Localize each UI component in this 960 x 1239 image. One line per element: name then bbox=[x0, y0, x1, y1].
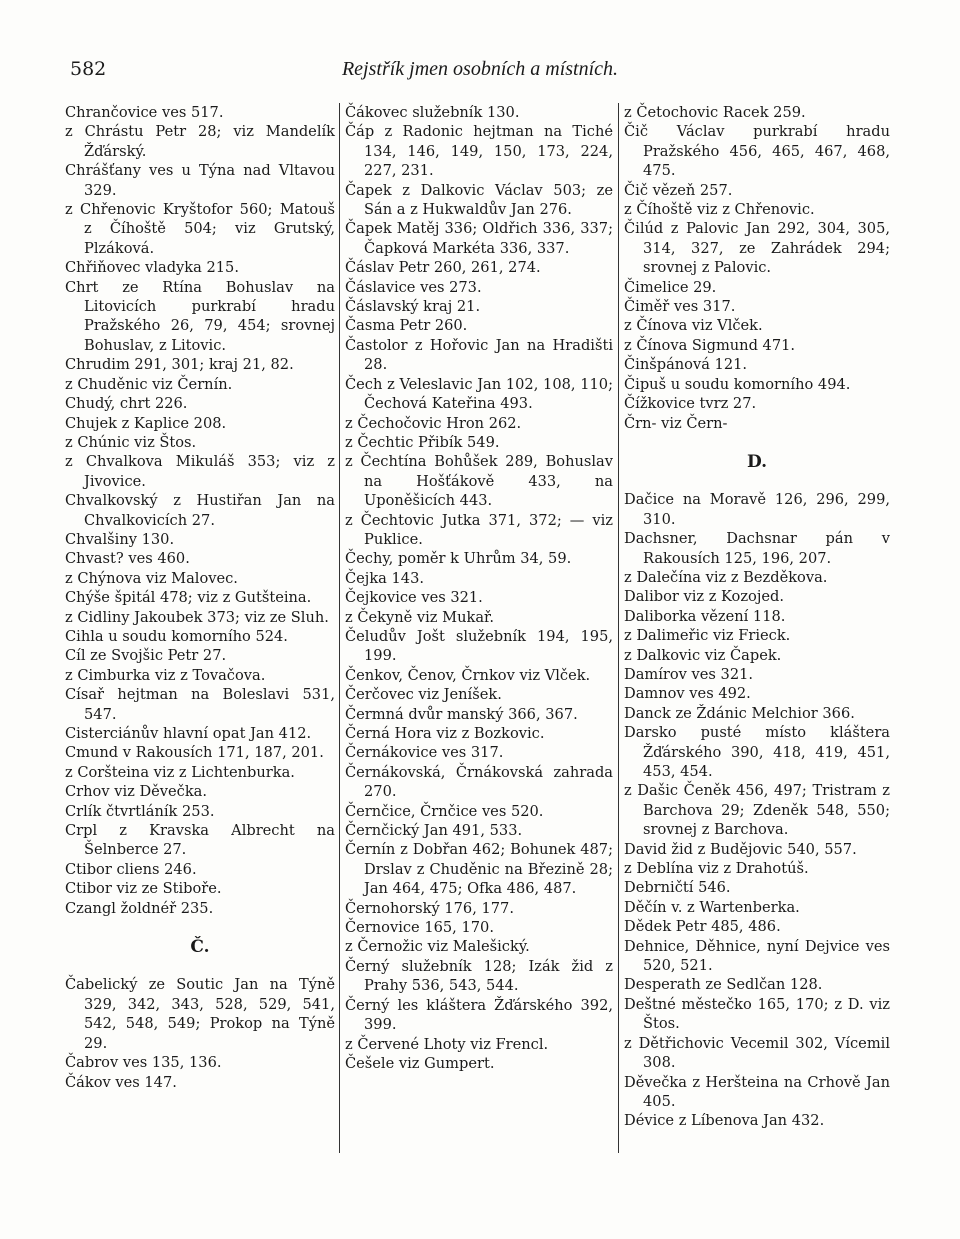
column-divider bbox=[339, 103, 340, 1153]
index-entry: Ctibor cliens 246. bbox=[65, 860, 197, 878]
index-entry: Čapek Matěj 336; Oldřich 336, 337; Čapková Markéta 336, 337. bbox=[345, 220, 613, 257]
index-entry: Chujek z Kaplice 208. bbox=[65, 414, 227, 432]
index-entry: Černovice 165, 170. bbox=[345, 919, 494, 937]
index-entry: Čermná dvůr manský 366, 367. bbox=[345, 705, 578, 723]
index-entry: Chrudim 291, 301; kraj 21, 82. bbox=[65, 356, 294, 374]
index-entry: Dévice z Líbenova Jan 432. bbox=[624, 1112, 825, 1130]
index-entry: Činšpánová 121. bbox=[624, 356, 748, 374]
index-entry: z Dalimeřic viz Frieck. bbox=[624, 627, 791, 645]
index-entry: Čič Václav purkrabí hradu Pražského 456, 465, 467, 468, 475. bbox=[624, 123, 890, 180]
index-entry: Čiměř ves 317. bbox=[624, 298, 736, 316]
index-entry: Černákovice ves 317. bbox=[345, 744, 504, 762]
index-entry: Damnov ves 492. bbox=[624, 685, 751, 703]
index-entry: Chudý, chrt 226. bbox=[65, 395, 188, 413]
index-entry: z Cimburka viz z Tovačova. bbox=[65, 666, 266, 684]
index-entry: David žid z Budějovic 540, 557. bbox=[624, 840, 857, 858]
index-entry: Černákovská, Črnákovská zahrada 270. bbox=[345, 763, 613, 801]
index-entry: Dachsner, Dachsnar pán v Rakousích 125, 196, 207. bbox=[624, 530, 890, 567]
index-entry: Cisterciánův hlavní opat Jan 412. bbox=[65, 725, 312, 742]
index-entry: Čákovec služebník 130. bbox=[345, 104, 520, 121]
index-entry: z Chrástu Petr 28; viz Mandelík Žďárský. bbox=[65, 123, 335, 160]
index-entry: Chvalšiny 130. bbox=[65, 530, 175, 548]
index-entry: z Chýnova viz Malovec. bbox=[65, 569, 238, 587]
index-entry: Černčice, Črnčice ves 520. bbox=[345, 802, 544, 820]
index-entry: Desperath ze Sedlčan 128. bbox=[624, 976, 823, 994]
index-entry: Chřiňovec vladyka 215. bbox=[65, 259, 239, 277]
index-entry: z Červené Lhoty viz Frencl. bbox=[345, 1035, 549, 1053]
index-entry: Časma Petr 260. bbox=[345, 317, 468, 335]
index-entry: Dalibor viz z Kozojed. bbox=[624, 588, 784, 606]
index-entry: Čabrov ves 135, 136. bbox=[65, 1054, 222, 1072]
index-entry: Chvast? ves 460. bbox=[65, 550, 190, 568]
index-entry: Cíl ze Svojšic Petr 27. bbox=[65, 647, 227, 665]
index-entry: Černý les kláštera Žďárského 392, 399. bbox=[345, 996, 613, 1034]
index-entry: z Coršteina viz z Lichtenburka. bbox=[65, 763, 295, 781]
index-entry: z Dětřichovic Vecemil 302, Vícemil 308. bbox=[624, 1034, 890, 1072]
index-entry: Dědek Petr 485, 486. bbox=[624, 918, 781, 936]
index-entry: Chrt ze Rtína Bohuslav na Litovicích purkrabí hradu Pražského 26, 79, 454; srovnej Bohuslav, z Litovic. bbox=[65, 278, 335, 354]
index-entry: Crhov viz Děvečka. bbox=[65, 783, 208, 801]
running-title: Rejstřík jmen osobních a místních. bbox=[341, 58, 619, 80]
page-number: 582 bbox=[70, 58, 107, 80]
index-entry: Ctibor viz ze Stiboře. bbox=[65, 880, 222, 898]
index-entry: Čížkovice tvrz 27. bbox=[624, 395, 757, 413]
index-entry: Čáslavice ves 273. bbox=[345, 278, 482, 296]
index-entry: z Dašic Čeněk 456, 497; Tristram z Barchova 29; Zdeněk 548, 550; srovnej z Barchova. bbox=[624, 782, 890, 839]
index-entry: Čákov ves 147. bbox=[65, 1073, 177, 1091]
index-entry: Čechy, poměr k Uhrům 34, 59. bbox=[345, 550, 572, 568]
index-entry: Debrničtí 546. bbox=[624, 879, 731, 897]
index-entry: Čenkov, Čenov, Črnkov viz Vlček. bbox=[345, 666, 591, 684]
index-entry: Děvečka z Heršteina na Crhově Jan 405. bbox=[624, 1073, 890, 1110]
index-entry: z Chvalkova Mikuláš 353; viz z Jivovice. bbox=[65, 453, 335, 490]
index-entry: Čáslav Petr 260, 261, 274. bbox=[345, 259, 541, 277]
index-entry: Darsko pusté místo kláštera Žďárského 390, 418, 419, 451, 453, 454. bbox=[624, 724, 890, 780]
index-column-3 bbox=[624, 103, 890, 1131]
index-entry: Danck ze Ždánic Melchior 366. bbox=[624, 704, 855, 722]
index-entry: Černohorský 176, 177. bbox=[345, 899, 514, 917]
index-entry: Častolor z Hořovic Jan na Hradišti 28. bbox=[345, 336, 613, 374]
index-entry: Čerčovec viz Jeníšek. bbox=[345, 686, 502, 704]
index-entry: Dehnice, Děhnice, nyní Dejvice ves 520, 521. bbox=[624, 937, 890, 975]
index-entry: z Čechtic Přibík 549. bbox=[345, 433, 500, 451]
index-entry: Czangl žoldnéř 235. bbox=[65, 899, 214, 917]
index-column-1 bbox=[65, 103, 335, 1092]
index-entry: Češele viz Gumpert. bbox=[345, 1054, 495, 1072]
index-entry: z Čechtína Bohůšek 289, Bohuslav na Hošťákově 433, na Uponěšicích 443. bbox=[345, 453, 613, 510]
index-entry: Černý služebník 128; Izák žid z Prahy 536, 543, 544. bbox=[345, 957, 613, 995]
section-heading: Č. bbox=[190, 937, 210, 958]
column-divider bbox=[618, 103, 619, 1153]
index-entry: Daliborka vězení 118. bbox=[624, 607, 786, 625]
index-entry: Dačice na Moravě 126, 296, 299, 310. bbox=[624, 491, 890, 528]
index-entry: Čilúd z Palovic Jan 292, 304, 305, 314, 327, ze Zahrádek 294; srovnej z Palovic. bbox=[624, 220, 890, 277]
index-entry: Deštné městečko 165, 170; z D. viz Štos. bbox=[624, 995, 890, 1033]
index-entry: z Cidliny Jakoubek 373; viz ze Sluh. bbox=[65, 608, 329, 626]
index-entry: Crlík čtvrtláník 253. bbox=[65, 802, 215, 820]
index-entry: z Čechočovic Hron 262. bbox=[345, 414, 522, 432]
page-header bbox=[70, 58, 890, 86]
index-entry: Děčín v. z Wartenberka. bbox=[624, 898, 800, 916]
index-entry: Chrančovice ves 517. bbox=[65, 104, 224, 121]
section-heading: D. bbox=[746, 451, 768, 472]
index-entry: z Černožic viz Malešický. bbox=[345, 938, 530, 956]
index-entry: Čeludův Jošt služebník 194, 195, 199. bbox=[345, 627, 613, 665]
index-entry: Chýše špitál 478; viz z Gutšteina. bbox=[65, 589, 312, 607]
index-entry: Čáp z Radonic hejtman na Tiché 134, 146, 149, 150, 173, 224, 227, 231. bbox=[345, 123, 613, 180]
index-entry: Čapek z Dalkovic Václav 503; ze Sán a z Hukwaldův Jan 276. bbox=[345, 181, 613, 219]
index-entry: Chvalkovský z Hustiřan Jan na Chvalkovicích 27. bbox=[65, 492, 335, 529]
index-entry: Čipuš u soudu komorního 494. bbox=[624, 375, 851, 393]
index-entry: Čejkovice ves 321. bbox=[345, 589, 483, 607]
index-entry: z Chřenovic Kryštofor 560; Matouš z Číhoště 504; viz Grutský, Plzáková. bbox=[65, 201, 335, 257]
index-entry: z Chúnic viz Štos. bbox=[65, 433, 197, 451]
index-entry: Čabelický ze Soutic Jan na Týně 329, 342, 343, 528, 529, 541, 542, 548, 549; Prokop na Týně 29. bbox=[65, 976, 335, 1052]
index-entry: z Dalečína viz z Bezděkova. bbox=[624, 568, 828, 586]
index-entry: Císař hejtman na Boleslavi 531, 547. bbox=[65, 686, 335, 723]
index-column-2 bbox=[345, 103, 613, 1073]
index-entry: z Deblína viz z Drahotúš. bbox=[624, 860, 809, 878]
index-entry: Čič vězeň 257. bbox=[624, 181, 733, 199]
index-entry: Čech z Veleslavic Jan 102, 108, 110; Čechová Kateřina 493. bbox=[345, 375, 613, 413]
index-entry: Chrášťany ves u Týna nad Vltavou 329. bbox=[65, 162, 335, 199]
index-entry: Černá Hora viz z Bozkovic. bbox=[345, 725, 545, 742]
index-entry: z Čínova viz Vlček. bbox=[624, 317, 763, 335]
index-entry: Črn- viz Čern- bbox=[624, 414, 728, 432]
index-entry: Čejka 143. bbox=[345, 569, 425, 587]
index-entry: Černín z Dobřan 462; Bohunek 487; Drslav z Chuděnic na Březině 28; Jan 464, 475; Ofka 486, 487. bbox=[345, 841, 613, 898]
index-entry: Černčický Jan 491, 533. bbox=[345, 822, 523, 840]
index-entry: Čimelice 29. bbox=[624, 278, 717, 296]
index-entry: z Čechtovic Jutka 371, 372; — viz Puklice. bbox=[345, 511, 613, 548]
index-entry: Cmund v Rakousích 171, 187, 201. bbox=[65, 744, 324, 762]
index-entry: Čáslavský kraj 21. bbox=[345, 298, 481, 316]
index-entry: Damírov ves 321. bbox=[624, 665, 754, 683]
index-entry: z Čekyně viz Mukař. bbox=[345, 608, 495, 626]
index-entry: Crpl z Kravska Albrecht na Šelnberce 27. bbox=[65, 822, 335, 859]
index-entry: z Číhoště viz z Chřenovic. bbox=[624, 201, 815, 219]
index-entry: z Chuděnic viz Černín. bbox=[65, 375, 233, 393]
index-entry: z Dalkovic viz Čapek. bbox=[624, 646, 782, 664]
index-entry: z Četochovic Racek 259. bbox=[624, 104, 806, 121]
index-entry: z Čínova Sigmund 471. bbox=[624, 336, 796, 354]
index-entry: Cihla u soudu komorního 524. bbox=[65, 627, 288, 645]
